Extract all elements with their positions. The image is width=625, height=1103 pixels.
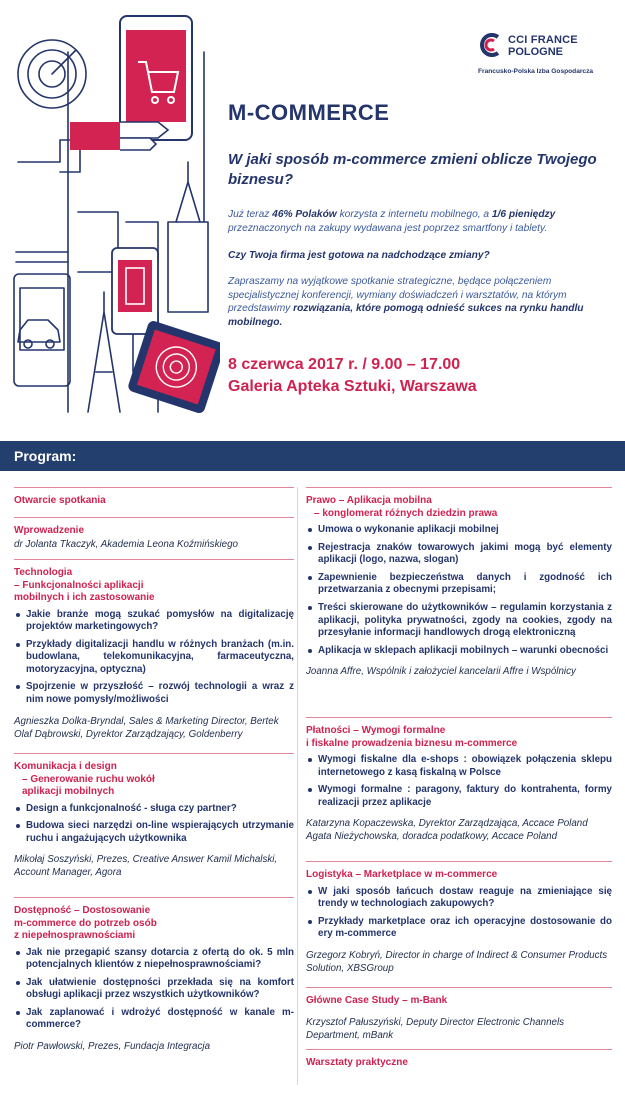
- page-subtitle: W jaki sposób m-commerce zmieni oblicze Twojego biznesu?: [228, 151, 597, 188]
- section-heading: Logistyka – Marketplace w m-commerce: [306, 869, 498, 880]
- program-section: [306, 487, 612, 717]
- speaker: Mikołaj Soszyński, Prezes, Creative Answer Kamil Michalski, Account Manager, Agora: [14, 854, 278, 879]
- logo-line2: POLOGNE: [508, 46, 564, 58]
- speaker: Katarzyna Kopaczewska, Dyrektor Zarządzająca, Accace Poland Agata Nieżychowska, doradca podatkowy, Accace Poland: [306, 818, 588, 843]
- speaker: Grzegorz Kobryń, Director in charge of Indirect & Consumer Products Solution, XBSGroup: [306, 949, 608, 974]
- cci-logo: [478, 30, 618, 82]
- section-heading: Dostępność – Dostosowanie m-commerce do potrzeb osób z niepełnosprawnościami: [14, 905, 157, 941]
- list-item: Wymogi fiskalne dla e-shops : obowiązek połączenia sklepu internetowego z kasą fiskalną w Polsce: [306, 754, 612, 779]
- m-commerce-illustration: [8, 12, 220, 417]
- program-section: [14, 517, 294, 559]
- program-label: Program:: [14, 448, 77, 464]
- section-heading: Główne Case Study – m-Bank: [306, 995, 448, 1006]
- column-divider: [297, 487, 298, 1085]
- speaker: dr Jolanta Tkaczyk, Akademia Leona Koźmińskiego: [14, 538, 238, 550]
- bullet-list: [14, 803, 294, 846]
- cci-logo-mark-icon: [478, 32, 504, 58]
- list-item: Jak nie przegapić szansy dotarcia z ofertą do ok. 5 mln potencjalnych klientów z niepełnosprawnościami?: [14, 947, 294, 972]
- list-item: Budowa sieci narzędzi on-line wspierających utrzymanie ruchu i angażujących użytkownika: [14, 820, 294, 845]
- list-item: Aplikacja w sklepach aplikacji mobilnych – warunki obecności: [306, 645, 612, 658]
- speaker: Agnieszka Dolka-Bryndal, Sales & Marketing Director, Bertek Olaf Dąbrowski, Dyrektor Zarządzający, Goldenberry: [14, 715, 279, 740]
- program-section: [14, 753, 294, 897]
- speaker: Piotr Pawłowski, Prezes, Fundacja Integracja: [14, 1041, 211, 1053]
- section-heading: Technologia – Funkcjonalności aplikacji mobilnych i ich zastosowanie: [14, 567, 155, 603]
- list-item: W jaki sposób łańcuch dostaw reaguje na zmieniające się trendy w technologiach zakupowych?: [306, 886, 612, 911]
- list-item: Jak zaplanować i wdrożyć dostępność w kanale m-commerce?: [14, 1007, 294, 1032]
- section-heading: Wprowadzenie: [14, 525, 85, 536]
- program-left-column: [14, 487, 294, 1067]
- event-date: 8 czerwca 2017 r. / 9.00 – 17.00: [228, 356, 461, 373]
- section-heading: Warsztaty praktyczne: [306, 1057, 408, 1068]
- bullet-list: [306, 754, 612, 809]
- list-item: Przykłady digitalizacji handlu w różnych branżach (m.in. budowlana, telekomunikacyjna, farmaceutyczna, motoryzacyjna, optyczna): [14, 639, 294, 677]
- intro-paragraph-2: Czy Twoja firma jest gotowa na nadchodzące zmiany?: [228, 250, 490, 261]
- program-section: [14, 559, 294, 753]
- page-title: M-COMMERCE: [228, 100, 390, 125]
- list-item: Spojrzenie w przyszłość – rozwój technologii a wraz z nim nowe pomysły/możliwości: [14, 681, 294, 706]
- bullet-list: [14, 609, 294, 707]
- speaker: Joanna Affre, Wspólnik i założyciel kancelarii Affre i Wspólnicy: [306, 666, 576, 678]
- intro-paragraph-3: Zapraszamy na wyjątkowe spotkanie strategiczne, będące połączeniem specjalistycznej konferencji, wymiany doświadczeń i warsztatów, na którym przedstawimy rozwiązania, które pomogą odnieść sukces na rynku handlu mobilnego.: [228, 276, 584, 328]
- list-item: Rejestracja znaków towarowych jakimi mogą być elementy aplikacji (logo, nazwa, slogan): [306, 542, 612, 567]
- logo-line3: Francusko-Polska Izba Gospodarcza: [478, 68, 594, 75]
- section-heading: Otwarcie spotkania: [14, 495, 106, 506]
- program-bar: [0, 441, 625, 471]
- program-section: [306, 861, 612, 987]
- program-section: [306, 717, 612, 861]
- list-item: Design a funkcjonalność - sługa czy partner?: [14, 803, 294, 816]
- bullet-list: [306, 524, 612, 657]
- intro-paragraph-1: Już teraz 46% Polaków korzysta z internetu mobilnego, a 1/6 pieniędzy przeznaczonych na zakupy wydawana jest poprzez smartfony i tablety.: [228, 209, 556, 234]
- list-item: Umowa o wykonanie aplikacji mobilnej: [306, 524, 612, 537]
- bullet-list: [306, 886, 612, 941]
- program-section: [306, 1049, 612, 1079]
- section-heading: Komunikacja i design – Generowanie ruchu wokół aplikacji mobilnych: [14, 761, 155, 797]
- section-heading: Płatności – Wymogi formalne i fiskalne prowadzenia biznesu m-commerce: [306, 725, 518, 749]
- list-item: Wymogi formalne : paragony, faktury do kontrahenta, formy realizacji przez aplikacje: [306, 784, 612, 809]
- list-item: Jak ułatwienie dostępności przekłada się na komfort obsługi aplikacji przez wszystkich użytkowników?: [14, 977, 294, 1002]
- section-heading: Prawo – Aplikacja mobilna – konglomerat różnych dziedzin prawa: [306, 495, 498, 519]
- program-section: [306, 987, 612, 1049]
- speaker: Krzysztof Pałuszyński, Deputy Director Electronic Channels Department, mBank: [306, 1016, 565, 1041]
- bullet-list: [14, 947, 294, 1033]
- program-right-column: [306, 487, 612, 1079]
- program-section: [14, 897, 294, 1067]
- logo-line1: CCI FRANCE: [508, 34, 578, 46]
- list-item: Treści skierowane do użytkowników – regulamin korzystania z aplikacji, polityka prywatności, zgody na cookies, zgody na przesyłanie informacji handlowych drogą elektroniczną: [306, 602, 612, 640]
- list-item: Jakie branże mogą szukać pomysłów na digitalizację projektów marketingowych?: [14, 609, 294, 634]
- list-item: Przykłady marketplace oraz ich operacyjne dostosowanie do ery m-commerce: [306, 916, 612, 941]
- program-section: [14, 487, 294, 517]
- list-item: Zapewnienie bezpieczeństwa danych i zgodność ich przetwarzania z obecnymi przepisami;: [306, 572, 612, 597]
- event-place: Galeria Apteka Sztuki, Warszawa: [228, 378, 477, 395]
